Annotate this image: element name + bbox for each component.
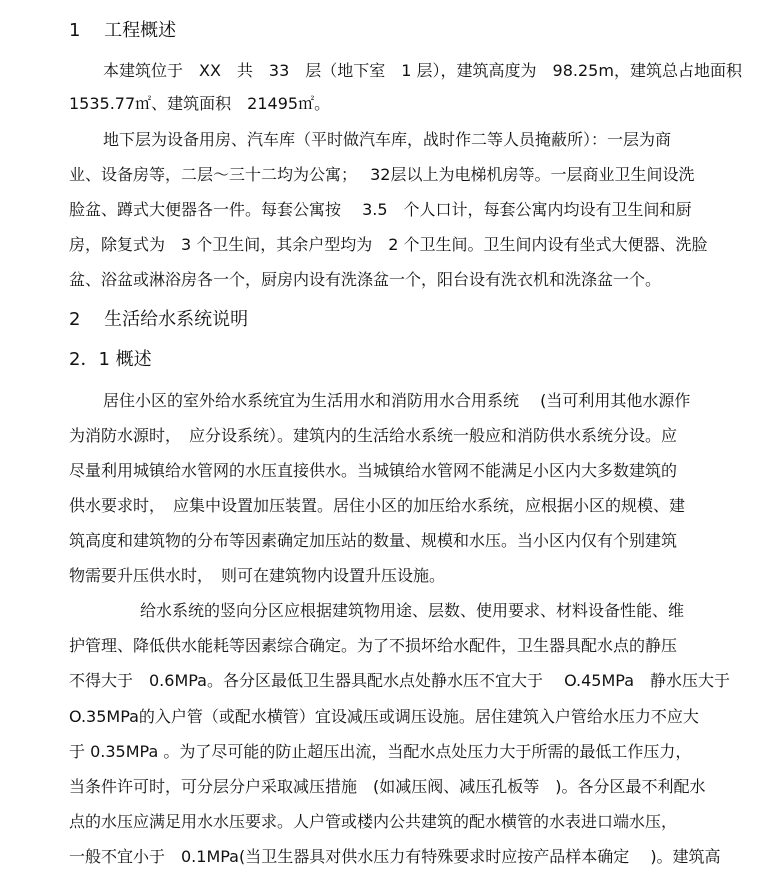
paragraph-line: 于 0.35MPa 。为了尽可能的防止超压出流，当配水点处压力大于所需的最低工作压力， xyxy=(69,742,692,761)
paragraph-line: 业、设备房等，二层～三十二均为公寓； 32层以上为电梯机房等。一层商业卫生间设洗 xyxy=(69,165,695,184)
section-heading-2-1: 2．1 概述 xyxy=(69,349,152,370)
section-heading-2: 2 生活给水系统说明 xyxy=(69,309,249,330)
paragraph-line: 护管理、降低供水能耗等因素综合确定。为了不损坏给水配件，卫生器具配水点的静压 xyxy=(69,636,678,655)
section-heading-1: 1 工程概述 xyxy=(69,20,177,41)
paragraph-line: 地下层为设备用房、汽车库（平时做汽车库，战时作二等人员掩蔽所）：一层为商 xyxy=(103,130,672,149)
paragraph-line: 点的水压应满足用水水压要求。人户管或楼内公共建筑的配水横管的水表进口端水压， xyxy=(69,812,678,831)
paragraph-line: 不得大于 0.6MPa。各分区最低卫生器具配水点处静水压不宜大于 O.45MPa 静水压大于 xyxy=(69,671,731,690)
paragraph-line: 给水系统的竖向分区应根据建筑物用途、层数、使用要求、材料设备性能、维 xyxy=(140,601,685,620)
paragraph-line: 居住小区的室外给水系统宜为生活用水和消防用水合用系统 (当可利用其他水源作 xyxy=(103,391,691,410)
paragraph-line: 物需要升压供水时， 则可在建筑物内设置升压设施。 xyxy=(69,566,446,585)
paragraph-line: 为消防水源时， 应分设系统）。建筑内的生活给水系统一般应和消防供水系统分设。应 xyxy=(69,426,678,445)
paragraph-line: 供水要求时， 应集中设置加压装置。居住小区的加压给水系统，应根据小区的规模、建 xyxy=(69,496,686,515)
paragraph-line: 房，除复式为 3 个卫生间，其余户型均为 2 个卫生间。卫生间内设有坐式大便器、洗脸 xyxy=(69,235,708,254)
paragraph-line: 脸盆、蹲式大便器各一件。每套公寓按 3.5 个人口计，每套公寓内均设有卫生间和厨 xyxy=(69,200,692,219)
paragraph-line: 本建筑位于 XX 共 33 层（地下室 1 层），建筑高度为 98.25m，建筑总占地面积 xyxy=(103,61,742,80)
paragraph-line: 尽量利用城镇给水管网的水压直接供水。当城镇给水管网不能满足小区内大多数建筑的 xyxy=(69,461,678,480)
paragraph-line: 筑高度和建筑物的分布等因素确定加压站的数量、规模和水压。当小区内仅有个别建筑 xyxy=(69,531,678,550)
paragraph-line: 盆、浴盆或淋浴房各一个，厨房内设有洗涤盆一个，阳台设有洗衣机和洗涤盆一个。 xyxy=(69,270,662,289)
paragraph-line: 一般不宜小于 0.1MPa(当卫生器具对供水压力有特殊要求时应按产品样本确定 )。建筑高 xyxy=(69,847,721,866)
paragraph-line: O.35MPa的入户管（或配水横管）宜设减压或调压设施。居住建筑入户管给水压力不应大 xyxy=(69,707,699,726)
paragraph-line: 当条件许可时，可分层分户采取减压措施 (如减压阀、减压孔板等 )。各分区最不利配水 xyxy=(69,777,706,796)
paragraph-line: 1535.77㎡、建筑面积 21495㎡。 xyxy=(69,94,331,113)
